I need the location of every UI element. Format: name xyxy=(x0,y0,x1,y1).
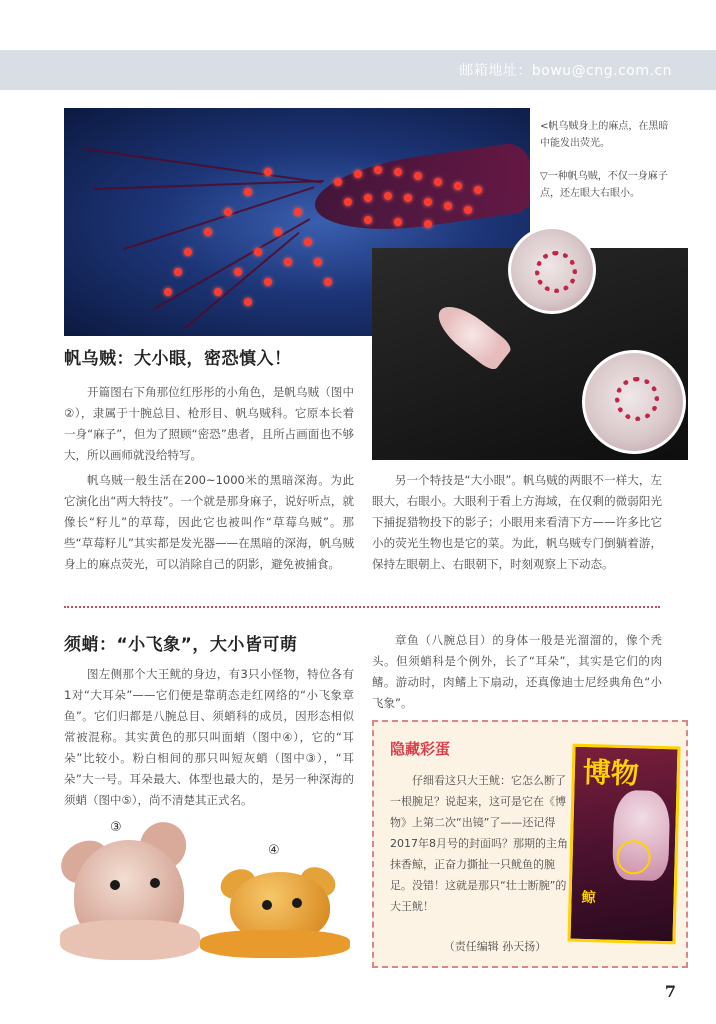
photophore-dot xyxy=(204,228,212,236)
photophore-dot xyxy=(304,238,312,246)
section1-paragraph-2: 帆乌贼一般生活在200~1000米的黑暗深海。为此它演化出“两大特技”。一个就是那身麻子，说好听点，就像长“籽儿”的草莓，因此它也被叫作“草莓乌贼”。那些“草莓籽儿”其实都是发光器——在黑暗的深海，帆乌贼身上的麻点荧光，可以消除自己的阴影，避免被捕食。 xyxy=(64,473,354,571)
photophore-dot xyxy=(454,182,462,190)
easter-egg-text: 仔细看这只大王鱿：它怎么断了一根腕足？说起来，这可是它在《博物》上第二次“出镜”了——还记得2017年8月号的封面吗？那期的主角抹香鲸，正奋力撕扯一只鱿鱼的腕足。没错！这就是那只“壮士断腕”的大王鱿！ xyxy=(390,774,568,913)
small-squid-shape xyxy=(430,297,514,373)
photophore-dot xyxy=(444,202,452,210)
figure-label-3: ③ xyxy=(110,820,122,835)
section1-paragraph-1: 开篇图右下角那位红彤彤的小角色，是帆乌贼（图中②），隶属于十腕总目、枪形目、帆乌贼科。它原本长着一身“麻子”，但为了照顾“密恐”患者，且所占画面也不够大，所以画师就没给特写。 xyxy=(64,385,354,462)
photophore-dot xyxy=(224,208,232,216)
figure-label-4: ④ xyxy=(268,843,280,858)
photophore-dot xyxy=(314,258,322,266)
magazine-title: 博物 xyxy=(582,755,640,791)
photophore-dot xyxy=(214,288,222,296)
photophore-dot xyxy=(384,192,392,200)
photophore-dot xyxy=(364,194,372,202)
tentacle xyxy=(84,148,322,183)
section2-heading: 须蛸：“小飞象”，大小皆可萌 xyxy=(64,635,298,655)
section2-paragraph-2: 章鱼（八腕总目）的身体一般是光溜溜的，像个秃头。但须蛸科是个例外，长了“耳朵”，其实是它们的肉鳍。游动时，肉鳍上下扇动，还真像迪士尼经典角色“小飞象”。 xyxy=(372,633,662,710)
photophore-dot xyxy=(404,194,412,202)
magnified-eye-large xyxy=(508,226,596,314)
caption-line-2: ▽一种帆乌贼，不仅一身麻子点，还左眼大右眼小。 xyxy=(540,171,668,199)
photophore-dot xyxy=(184,248,192,256)
photophore-dot xyxy=(264,278,272,286)
photophore-dot xyxy=(164,288,172,296)
photophore-dot xyxy=(374,166,382,174)
photophore-dot xyxy=(424,220,432,228)
photophore-dot xyxy=(274,228,282,236)
photophore-dot xyxy=(474,186,482,194)
section1-paragraph-3: 另一个特技是“大小眼”。帆乌贼的两眼不一样大，左眼大，右眼小。大眼利于看上方海域，在仅剩的微弱阳光下捕捉猎物投下的影子；小眼用来看清下方——许多比它小的荧光生物也是它的菜。为此，帆乌贼专门倒躺着游，保持左眼朝上、右眼朝下，时刻观察上下动态。 xyxy=(372,473,662,571)
photophore-dot xyxy=(244,298,252,306)
section1-heading: 帆乌贼：大小眼，密恐慎入！ xyxy=(64,349,292,369)
photophore-dot xyxy=(334,178,342,186)
photophore-dot xyxy=(294,208,302,216)
magnified-eye-small xyxy=(582,350,686,454)
photophore-dot xyxy=(344,198,352,206)
photophore-dot xyxy=(354,170,362,178)
easter-egg-title: 隐藏彩蛋 xyxy=(390,740,451,758)
photophore-dot xyxy=(464,206,472,214)
photophore-dot xyxy=(254,248,262,256)
photo-caption xyxy=(540,118,670,202)
photophore-dot xyxy=(394,218,402,226)
page-number: 7 xyxy=(664,982,676,1001)
editor-credit: （责任编辑 孙天扬） xyxy=(443,940,547,953)
photophore-dot xyxy=(324,278,332,286)
caption-line-1: <帆乌贼身上的麻点，在黑暗中能发出荧光。 xyxy=(540,121,669,149)
photophore-dot xyxy=(234,268,242,276)
photophore-dot xyxy=(264,168,272,176)
photophore-dot xyxy=(284,258,292,266)
section-divider xyxy=(64,606,660,608)
photophore-dot xyxy=(244,188,252,196)
squid-body-shape xyxy=(310,141,530,241)
section2-paragraph-1: 图左侧那个大王鱿的身边，有3只小怪物，特位各有1对“大耳朵”——它们便是靠萌态走红网络的“小飞象章鱼”。它们归都是八腕总目、须蛸科的成员，因形态相似常被混称。其实黄色的那只叫面蛸（图中④），它的“耳朵”比较小。粉白相间的那只叫短灰蛸（图中③），“耳朵”大一号。耳朵最大、体型也最大的，是另一种深海的须蛸（图中⑤），尚不清楚其正式名。 xyxy=(64,667,354,807)
photophore-dot xyxy=(414,172,422,180)
photophore-dot xyxy=(394,168,402,176)
photophore-dot xyxy=(364,216,372,224)
photophore-dot xyxy=(424,198,432,206)
tentacle xyxy=(94,180,324,190)
magazine-subtitle: 鲸 xyxy=(581,889,596,907)
magazine-cover-image xyxy=(567,744,680,945)
photophore-dot xyxy=(174,268,182,276)
photophore-dot xyxy=(434,178,442,186)
email-address: 邮箱地址：bowu@cng.com.cn xyxy=(459,63,672,79)
